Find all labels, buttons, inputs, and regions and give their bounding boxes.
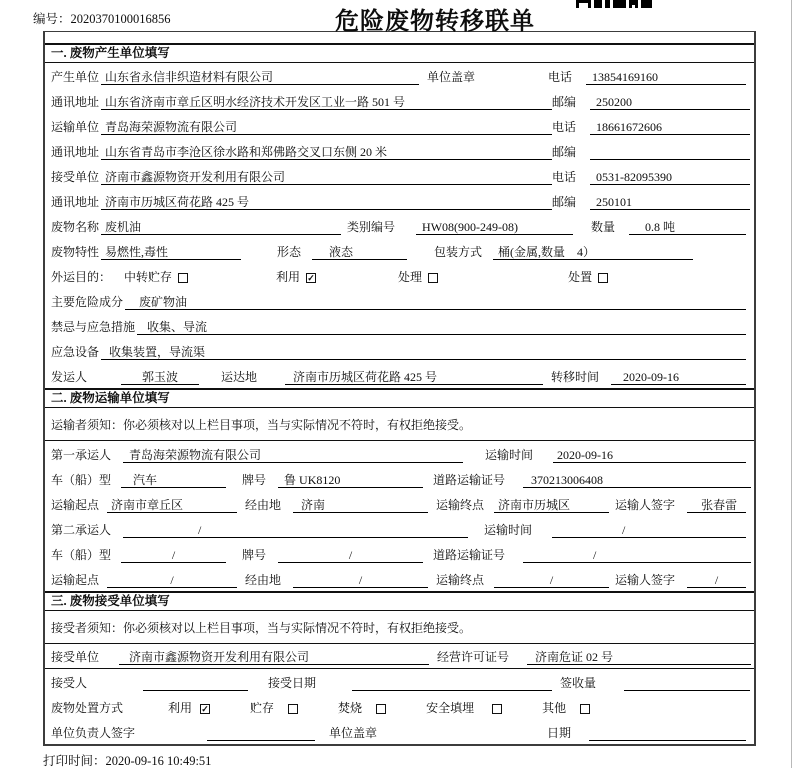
print-time-value: 2020-09-16 10:49:51 [105, 754, 212, 768]
disposal-option-use-label: 利用 [168, 701, 193, 715]
document-number [33, 9, 171, 27]
license-label: 经营许可证号 [437, 650, 510, 664]
phone1-label: 电话 [547, 70, 572, 84]
receiver-notice-text: 接受者须知：你必须核对以上栏目事项，当与实际情况不符时，有权拒绝接受。 [51, 620, 472, 635]
transporter-notice-text: 运输者须知：你必须核对以上栏目事项，当与实际情况不符时，有权拒绝接受。 [51, 417, 472, 432]
purpose-option-dispose-label: 处置 [568, 270, 593, 284]
disposal-label: 废物处置方式 [51, 701, 124, 715]
road-cert1-field: 370213006408 [523, 473, 751, 488]
addr1-field: 山东省济南市章丘区明水经济技术开发区工业一路 501 号 [101, 95, 552, 110]
form-label: 形态 [277, 245, 302, 259]
transporter-row [45, 113, 754, 138]
phone3-label: 电话 [552, 170, 577, 184]
vehicle1-row [45, 466, 754, 491]
accept-unit-row [45, 644, 754, 669]
recipient-label: 接受人 [51, 676, 88, 690]
waste-name-field: 废机油 [101, 220, 341, 235]
recipient-row [45, 669, 754, 694]
purpose-option-treat-label: 处理 [398, 270, 423, 284]
zip3-field: 250101 [590, 195, 750, 210]
document-number-label: 编号： [33, 12, 71, 26]
purpose-option-use-label: 利用 [276, 270, 301, 284]
equipment-row [45, 338, 754, 363]
phone1-field: 13854169160 [586, 70, 746, 85]
addr3-label: 通讯地址 [51, 195, 100, 209]
plate2-field: / [278, 548, 423, 563]
purpose-transfer-checkbox [178, 273, 188, 283]
hazard-label: 主要危险成分 [51, 295, 124, 309]
packing-label: 包装方式 [434, 245, 483, 259]
plate1-field: 鲁 UK8120 [278, 473, 423, 488]
route1-row [45, 491, 754, 516]
amount-field [624, 676, 750, 691]
responsible-sign-row [45, 719, 754, 744]
accept-unit-label: 接受单位 [51, 650, 100, 664]
vehicle1-field: 汽车 [121, 473, 226, 488]
accept-date-label: 接受日期 [268, 676, 317, 690]
print-time-label: 打印时间： [43, 754, 106, 768]
qty-label: 数量 [591, 220, 616, 234]
via2-label: 经由地 [245, 573, 282, 587]
zip3-label: 邮编 [552, 195, 577, 209]
dest-field: 济南市历城区荷花路 425 号 [285, 370, 543, 385]
taboo-row [45, 313, 754, 338]
zip2-label: 邮编 [552, 145, 577, 159]
end1-label: 运输终点 [436, 498, 485, 512]
phone2-label: 电话 [552, 120, 577, 134]
producer-row [45, 63, 754, 88]
receiver-label: 接受单位 [51, 170, 100, 184]
producer-field: 山东省永信非织造材料有限公司 [101, 70, 419, 85]
road-cert1-label: 道路运输证号 [433, 473, 506, 487]
disposal-use-checkbox: ✓ [201, 704, 209, 714]
carrier1-field: 青岛海荣源物流有限公司 [123, 448, 463, 463]
vehicle2-field: / [121, 548, 226, 563]
receiver-field: 济南市鑫源物资开发利用有限公司 [101, 170, 552, 185]
sign2-field: / [687, 573, 746, 588]
producer-address-row [45, 88, 754, 113]
road-cert2-field: / [523, 548, 751, 563]
taboo-field: 收集、导流 [137, 320, 746, 335]
end2-field: / [494, 573, 609, 588]
character-field: 易燃性,毒性 [101, 245, 241, 260]
zip1-field: 250200 [590, 95, 750, 110]
accept-date-field [352, 676, 552, 691]
shipper-row [45, 363, 754, 388]
responsible-sign-label: 单位负责人签字 [51, 726, 136, 740]
waste-character-row [45, 238, 754, 263]
qty-field: 0.8 吨 [629, 220, 746, 235]
disposal-option-burn-label: 焚烧 [338, 701, 363, 715]
carrier2-field: / [123, 523, 468, 538]
addr1-label: 通讯地址 [51, 95, 100, 109]
purpose-use-checkbox: ✓ [307, 273, 315, 283]
transporter-field: 青岛海荣源物流有限公司 [101, 120, 552, 135]
section3-header: 三. 废物接受单位填写 [45, 591, 754, 611]
receiver-row [45, 163, 754, 188]
route2-row [45, 566, 754, 591]
purpose-treat-checkbox [428, 273, 438, 283]
license-field: 济南危证 02 号 [527, 650, 751, 665]
via2-field: / [293, 573, 428, 588]
sign1-field: 张春雷 [687, 498, 746, 513]
character-label: 废物特性 [51, 245, 100, 259]
equip-label: 应急设备 [51, 345, 100, 359]
origin2-label: 运输起点 [51, 573, 100, 587]
category-field: HW08(900-249-08) [416, 220, 573, 235]
disposal-option-landfill-label: 安全填埋 [426, 701, 475, 715]
page-edge-line [791, 0, 792, 768]
date2-label: 日期 [547, 726, 572, 740]
recipient-field [143, 676, 248, 691]
carrier2-label: 第二承运人 [51, 523, 112, 537]
manifest-table [43, 31, 756, 746]
disposal-option-store-label: 贮存 [250, 701, 275, 715]
transfer-time-field: 2020-09-16 [611, 370, 746, 385]
hazard-row [45, 288, 754, 313]
shipper-field: 郭玉波 [121, 370, 199, 385]
hazard-field: 废矿物油 [125, 295, 746, 310]
responsible-sign-field [207, 726, 315, 741]
accept-unit-field: 济南市鑫源物资开发利用有限公司 [119, 650, 429, 665]
via1-field: 济南 [293, 498, 428, 513]
waste-name-row [45, 213, 754, 238]
date2-field [589, 726, 746, 741]
transfer-time-label: 转移时间 [551, 370, 600, 384]
transporter-address-row [45, 138, 754, 163]
vehicle2-label: 车（船）型 [51, 548, 112, 562]
equip-field: 收集装置，导流渠 [101, 345, 746, 360]
carrier1-label: 第一承运人 [51, 448, 112, 462]
document-header [0, 0, 796, 35]
end1-field: 济南市历城区 [494, 498, 609, 513]
disposal-row [45, 694, 754, 719]
sign2-label: 运输人签字 [615, 573, 676, 587]
plate1-label: 牌号 [242, 473, 267, 487]
purpose-label: 外运目的： [51, 270, 112, 284]
phone3-field: 0531-82095390 [590, 170, 750, 185]
shipper-label: 发运人 [51, 370, 88, 384]
addr2-label: 通讯地址 [51, 145, 100, 159]
page-title: 危险废物转移联单 [335, 9, 535, 35]
end2-label: 运输终点 [436, 573, 485, 587]
addr2-field: 山东省青岛市李沧区徐水路和郑佛路交叉口东侧 20 米 [101, 145, 552, 160]
origin1-field: 济南市章丘区 [107, 498, 237, 513]
origin1-label: 运输起点 [51, 498, 100, 512]
category-label: 类别编号 [347, 220, 396, 234]
transporter-label: 运输单位 [51, 120, 100, 134]
section2-header: 二. 废物运输单位填写 [45, 388, 754, 408]
document-number-value: 2020370100016856 [70, 12, 171, 26]
form-field: 液态 [312, 245, 407, 260]
time2-field: / [552, 523, 746, 538]
waste-name-label: 废物名称 [51, 220, 100, 234]
receiver-address-row [45, 188, 754, 213]
origin2-field: / [107, 573, 237, 588]
zip1-label: 邮编 [552, 95, 577, 109]
disposal-burn-checkbox [376, 704, 386, 714]
road-cert2-label: 道路运输证号 [433, 548, 506, 562]
print-time [43, 751, 796, 768]
clipped-glyphs-decoration [576, 0, 706, 8]
taboo-label: 禁忌与应急措施 [51, 320, 136, 334]
producer-label: 产生单位 [51, 70, 100, 84]
disposal-store-checkbox [288, 704, 298, 714]
vehicle2-row [45, 541, 754, 566]
sign1-label: 运输人签字 [615, 498, 676, 512]
section1-header: 一. 废物产生单位填写 [45, 43, 754, 63]
vehicle1-label: 车（船）型 [51, 473, 112, 487]
disposal-landfill-checkbox [492, 704, 502, 714]
time2-label: 运输时间 [484, 523, 533, 537]
transporter-notice-row [45, 408, 754, 441]
via1-label: 经由地 [245, 498, 282, 512]
packing-field: 桶(金属,数量 4） [493, 245, 693, 260]
receiver-notice-row [45, 611, 754, 644]
unit-seal-label: 单位盖章 [329, 726, 378, 740]
disposal-option-other-label: 其他 [542, 701, 567, 715]
purpose-dispose-checkbox [598, 273, 608, 283]
zip2-field [590, 145, 750, 160]
plate2-label: 牌号 [242, 548, 267, 562]
purpose-row [45, 263, 754, 288]
purpose-option-transfer-label: 中转贮存 [124, 270, 173, 284]
dest-label: 运达地 [221, 370, 258, 384]
time1-label: 运输时间 [485, 448, 534, 462]
carrier2-row [45, 516, 754, 541]
disposal-other-checkbox [580, 704, 590, 714]
time1-field: 2020-09-16 [553, 448, 746, 463]
producer-seal-label: 单位盖章 [427, 70, 476, 84]
amount-label: 签收量 [560, 676, 597, 690]
carrier1-row [45, 441, 754, 466]
phone2-field: 18661672606 [590, 120, 750, 135]
addr3-field: 济南市历城区荷花路 425 号 [101, 195, 552, 210]
